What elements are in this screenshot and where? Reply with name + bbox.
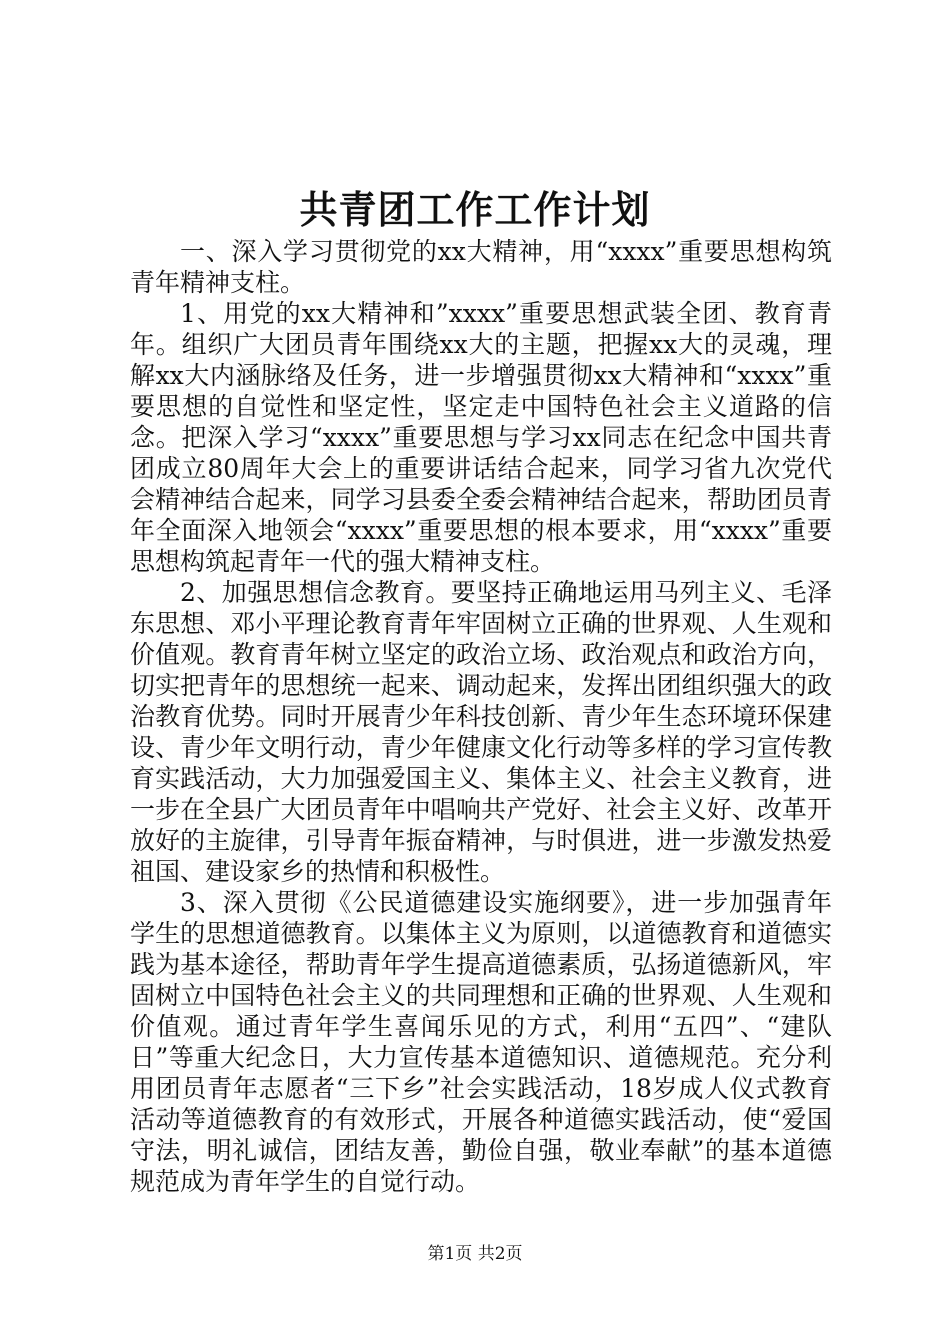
paragraph-item-1: 1、用党的xx大精神和”xxxx”重要思想武装全团、教育青年。组织广大团员青年围绕xx大的主题，把握xx大的灵魂，理解xx大内涵脉络及任务，进一步增强贯彻xx大精神和“xxxx”重要思想的自觉性和坚定性，坚定走中国特色社会主义道路的信念。把深入学习“xxxx”重要思想与学习xx同志在纪念中国共青团成立80周年大会上的重要讲话结合起来，同学习省九次党代会精神结合起来，同学习县委全委会精神结合起来，帮助团员青年全面深入地领会“xxxx”重要思想的根本要求，用“xxxx”重要思想构筑起青年一代的强大精神支柱。 xyxy=(130,299,832,576)
paragraph-item-2: 2、加强思想信念教育。要坚持正确地运用马列主义、毛泽东思想、邓小平理论教育青年牢固树立正确的世界观、人生观和价值观。教育青年树立坚定的政治立场、政治观点和政治方向，切实把青年的思想统一起来、调动起来，发挥出团组织强大的政治教育优势。同时开展青少年科技创新、青少年生态环境环保建设、青少年文明行动，青少年健康文化行动等多样的学习宣传教育实践活动，大力加强爱国主义、集体主义、社会主义教育，进一步在全县广大团员青年中唱响共产党好、社会主义好、改革开放好的主旋律，引导青年振奋精神，与时俱进，进一步激发热爱祖国、建设家乡的热情和积极性。 xyxy=(130,578,832,886)
document-body xyxy=(130,236,832,1197)
document-title: 共青团工作工作计划 xyxy=(299,187,651,232)
section-one-heading: 一、深入学习贯彻党的xx大精神，用“xxxx”重要思想构筑青年精神支柱。 xyxy=(130,237,832,297)
paragraph-item-3: 3、深入贯彻《公民道德建设实施纲要》，进一步加强青年学生的思想道德教育。以集体主义为原则，以道德教育和道德实践为基本途径，帮助青年学生提高道德素质，弘扬道德新风，牢固树立中国特色社会主义的共同理想和正确的世界观、人生观和价值观。通过青年学生喜闻乐见的方式，利用“五四”、“建队日”等重大纪念日，大力宣传基本道德知识、道德规范。充分利用团员青年志愿者“三下乡”社会实践活动，18岁成人仪式教育活动等道德教育的有效形式，开展各种道德实践活动，使“爱国守法，明礼诚信，团结友善，勤俭自强，敬业奉献”的基本道德规范成为青年学生的自觉行动。 xyxy=(130,888,832,1196)
page-number-footer: 第1页 共2页 xyxy=(427,1244,523,1264)
